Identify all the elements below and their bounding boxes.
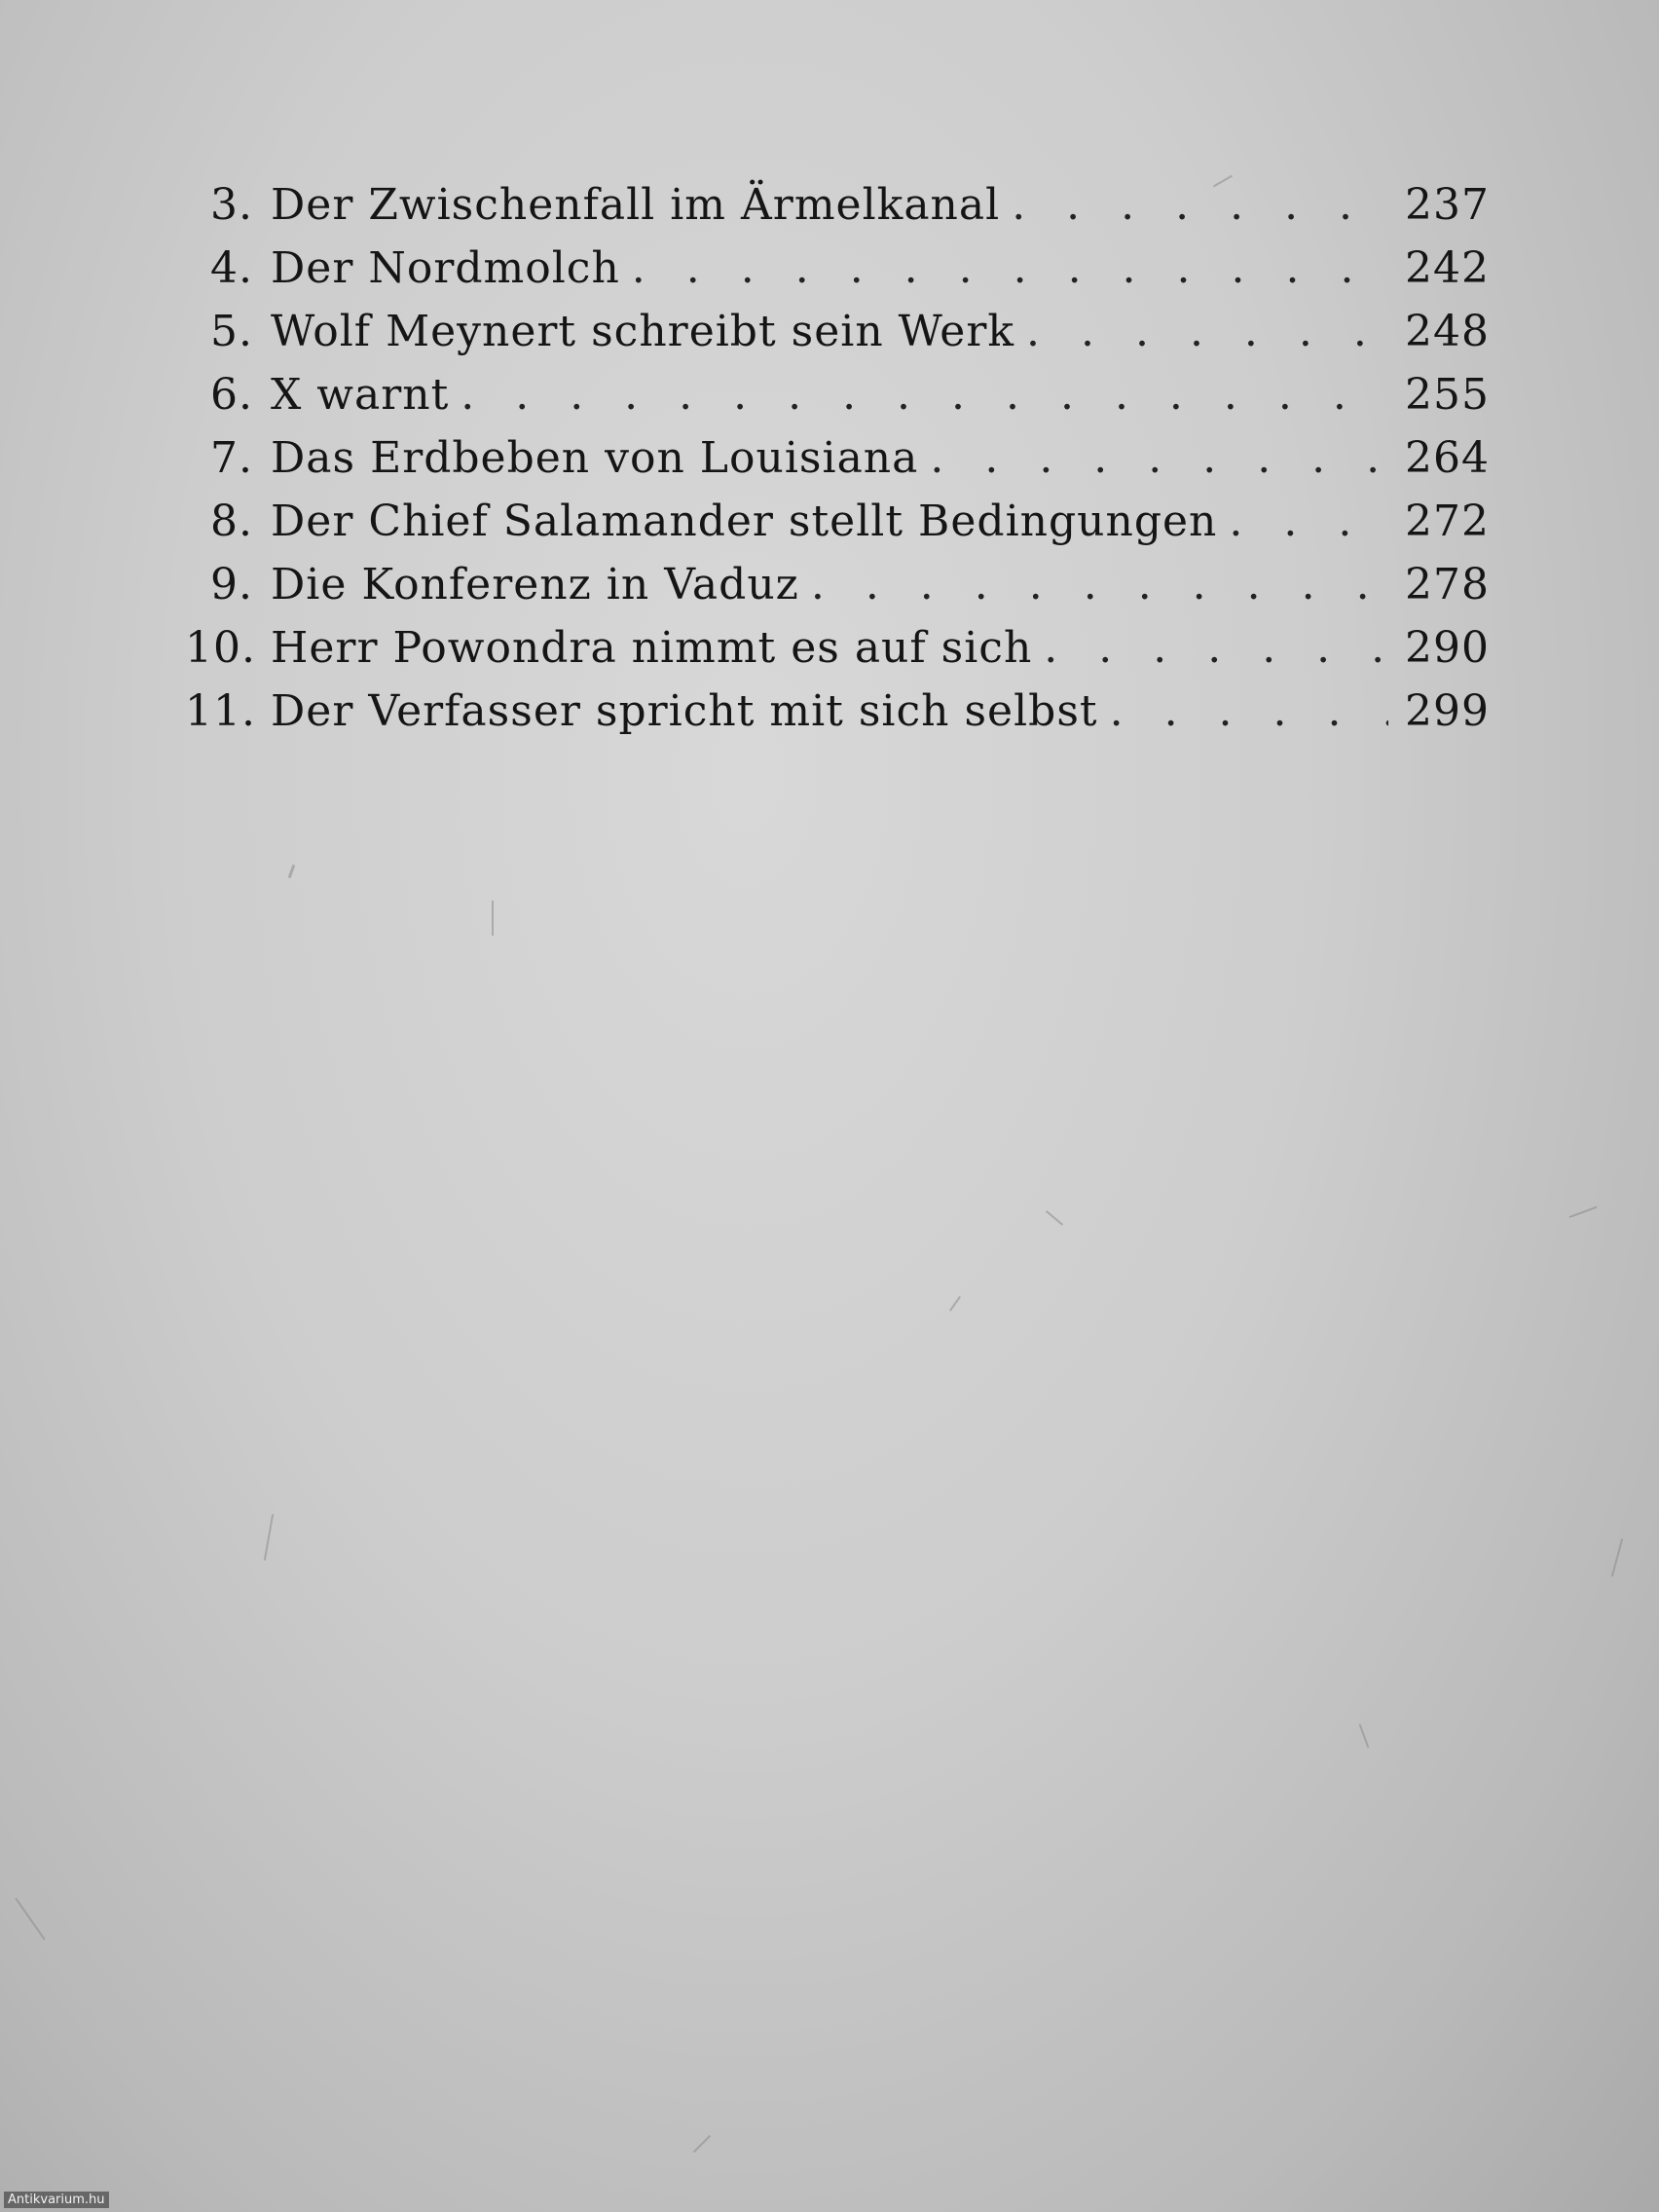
toc-entry xyxy=(185,686,1490,750)
page-number: 237 xyxy=(1405,180,1490,230)
dot-leader xyxy=(1012,180,1388,230)
paper-fiber xyxy=(693,2135,711,2153)
chapter-title: Herr Powondra nimmt es auf sich xyxy=(271,623,1033,673)
toc-entry xyxy=(185,180,1490,243)
dot-leader xyxy=(1044,623,1388,673)
paper-fiber xyxy=(1611,1538,1623,1576)
toc-entry xyxy=(185,243,1490,307)
dot-leader xyxy=(811,560,1388,609)
toc-entry xyxy=(185,497,1490,560)
paper-fiber xyxy=(15,1898,45,1940)
watermark-text: Antikvarium.hu xyxy=(4,2192,109,2208)
chapter-title: Der Chief Salamander stellt Bedingungen xyxy=(271,497,1218,546)
dot-leader xyxy=(1110,686,1388,736)
chapter-title: X warnt xyxy=(271,370,450,420)
paper-fiber xyxy=(1359,1723,1370,1748)
chapter-title: Die Konferenz in Vaduz xyxy=(271,560,799,609)
paper-fiber xyxy=(1569,1206,1598,1218)
chapter-title: Der Nordmolch xyxy=(271,243,620,293)
paper-fiber xyxy=(288,865,296,878)
chapter-number: 5. xyxy=(210,307,253,356)
chapter-title: Wolf Meynert schreibt sein Werk xyxy=(271,307,1015,356)
chapter-number: 6. xyxy=(210,370,253,420)
page-number: 255 xyxy=(1405,370,1490,420)
chapter-number: 7. xyxy=(210,433,253,483)
paper-fiber xyxy=(949,1296,961,1311)
dot-leader xyxy=(1026,307,1388,356)
dot-leader xyxy=(461,370,1388,420)
toc-entry xyxy=(185,433,1490,497)
chapter-number: 8. xyxy=(210,497,253,546)
toc-entry xyxy=(185,370,1490,433)
page-number: 272 xyxy=(1405,497,1490,546)
toc-entry xyxy=(185,623,1490,686)
page-number: 242 xyxy=(1405,243,1490,293)
chapter-title: Der Verfasser spricht mit sich selbst xyxy=(271,686,1098,736)
page-number: 290 xyxy=(1405,623,1490,673)
page-number: 299 xyxy=(1405,686,1490,736)
chapter-number: 9. xyxy=(210,560,253,609)
paper-fiber xyxy=(492,901,494,936)
page-number: 264 xyxy=(1405,433,1490,483)
chapter-title: Der Zwischenfall im Ärmelkanal xyxy=(271,180,1001,230)
dot-leader xyxy=(930,433,1388,483)
dot-leader xyxy=(632,243,1388,293)
page-number: 278 xyxy=(1405,560,1490,609)
dot-leader xyxy=(1229,497,1388,546)
page-number: 248 xyxy=(1405,307,1490,356)
chapter-number: 10. xyxy=(185,623,256,673)
paper-fiber xyxy=(264,1514,274,1561)
chapter-number: 3. xyxy=(210,180,253,230)
toc-entry xyxy=(185,560,1490,623)
chapter-title: Das Erdbeben von Louisiana xyxy=(271,433,919,483)
chapter-number: 11. xyxy=(185,686,256,736)
paper-fiber xyxy=(1046,1210,1063,1226)
toc-entry xyxy=(185,307,1490,370)
chapter-number: 4. xyxy=(210,243,253,293)
table-of-contents xyxy=(185,180,1490,750)
